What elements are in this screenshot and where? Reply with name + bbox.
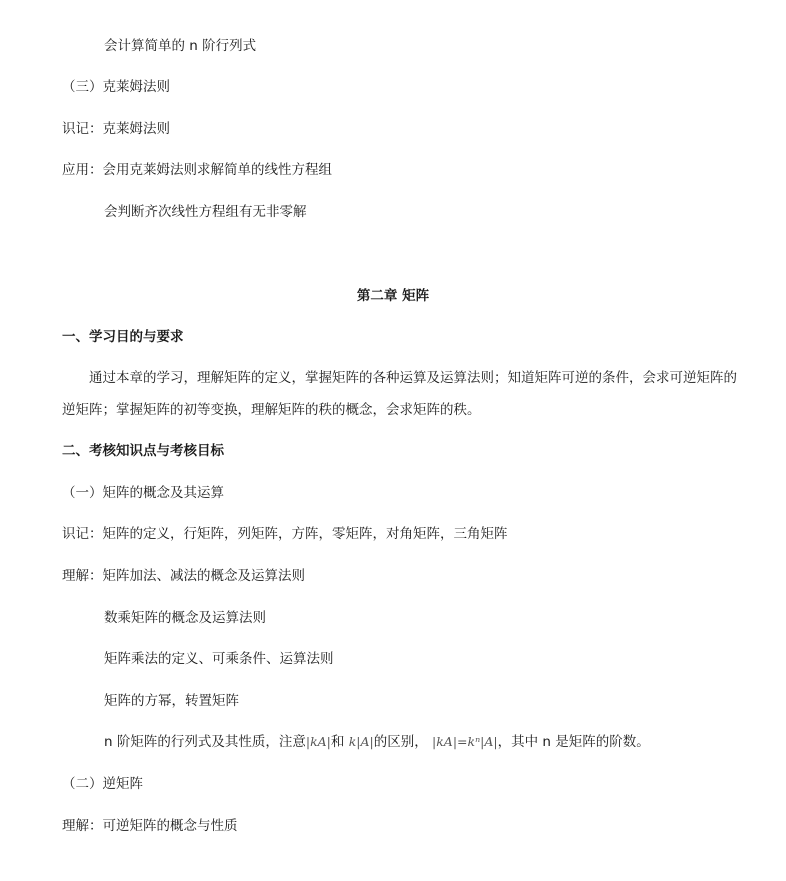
chapter-title: 第二章 矩阵 xyxy=(356,288,430,304)
text-line: 应用：会用克莱姆法则求解简单的线性方程组 xyxy=(62,162,332,178)
text-line-determinant xyxy=(104,733,650,751)
section-heading: （三）克莱姆法则 xyxy=(62,79,170,95)
subsection-heading: （一）矩阵的概念及其运算 xyxy=(62,485,224,501)
text-line: 识记：克莱姆法则 xyxy=(62,121,170,137)
section-heading: 一、学习目的与要求 xyxy=(62,329,184,345)
section-heading: 二、考核知识点与考核目标 xyxy=(62,443,224,459)
text-line: 识记：矩阵的定义，行矩阵，列矩阵，方阵，零矩阵，对角矩阵，三角矩阵 xyxy=(62,526,508,542)
det-prefix: n 阶矩阵的行列式及其性质，注意 xyxy=(104,734,306,750)
math-expression: k|A| xyxy=(348,734,374,749)
math-expression: |kA| xyxy=(305,734,331,749)
paragraph-line: 逆矩阵；掌握矩阵的初等变换，理解矩阵的秩的概念，会求矩阵的秩。 xyxy=(62,402,481,418)
text-line: 数乘矩阵的概念及运算法则 xyxy=(104,610,266,626)
text-line: 会计算简单的 n 阶行列式 xyxy=(104,38,257,54)
det-suffix: ，其中 n 是矩阵的阶数。 xyxy=(497,734,650,750)
det-mid: 的区别， xyxy=(373,734,428,750)
paragraph-line: 通过本章的学习，理解矩阵的定义，掌握矩阵的各种运算及运算法则；知道矩阵可逆的条件，会求可逆矩阵的 xyxy=(89,370,737,386)
subsection-heading: （二）逆矩阵 xyxy=(62,776,143,792)
text-line: 会判断齐次线性方程组有无非零解 xyxy=(104,204,307,220)
text-line: 矩阵乘法的定义、可乘条件、运算法则 xyxy=(104,651,334,667)
text-line: 矩阵的方幂，转置矩阵 xyxy=(104,693,239,709)
text-line: 理解：可逆矩阵的概念与性质 xyxy=(62,818,238,834)
text-line: 理解：矩阵加法、减法的概念及运算法则 xyxy=(62,568,305,584)
det-mid: 和 xyxy=(330,734,345,750)
math-expression: |kA|=kⁿ|A| xyxy=(432,734,498,749)
